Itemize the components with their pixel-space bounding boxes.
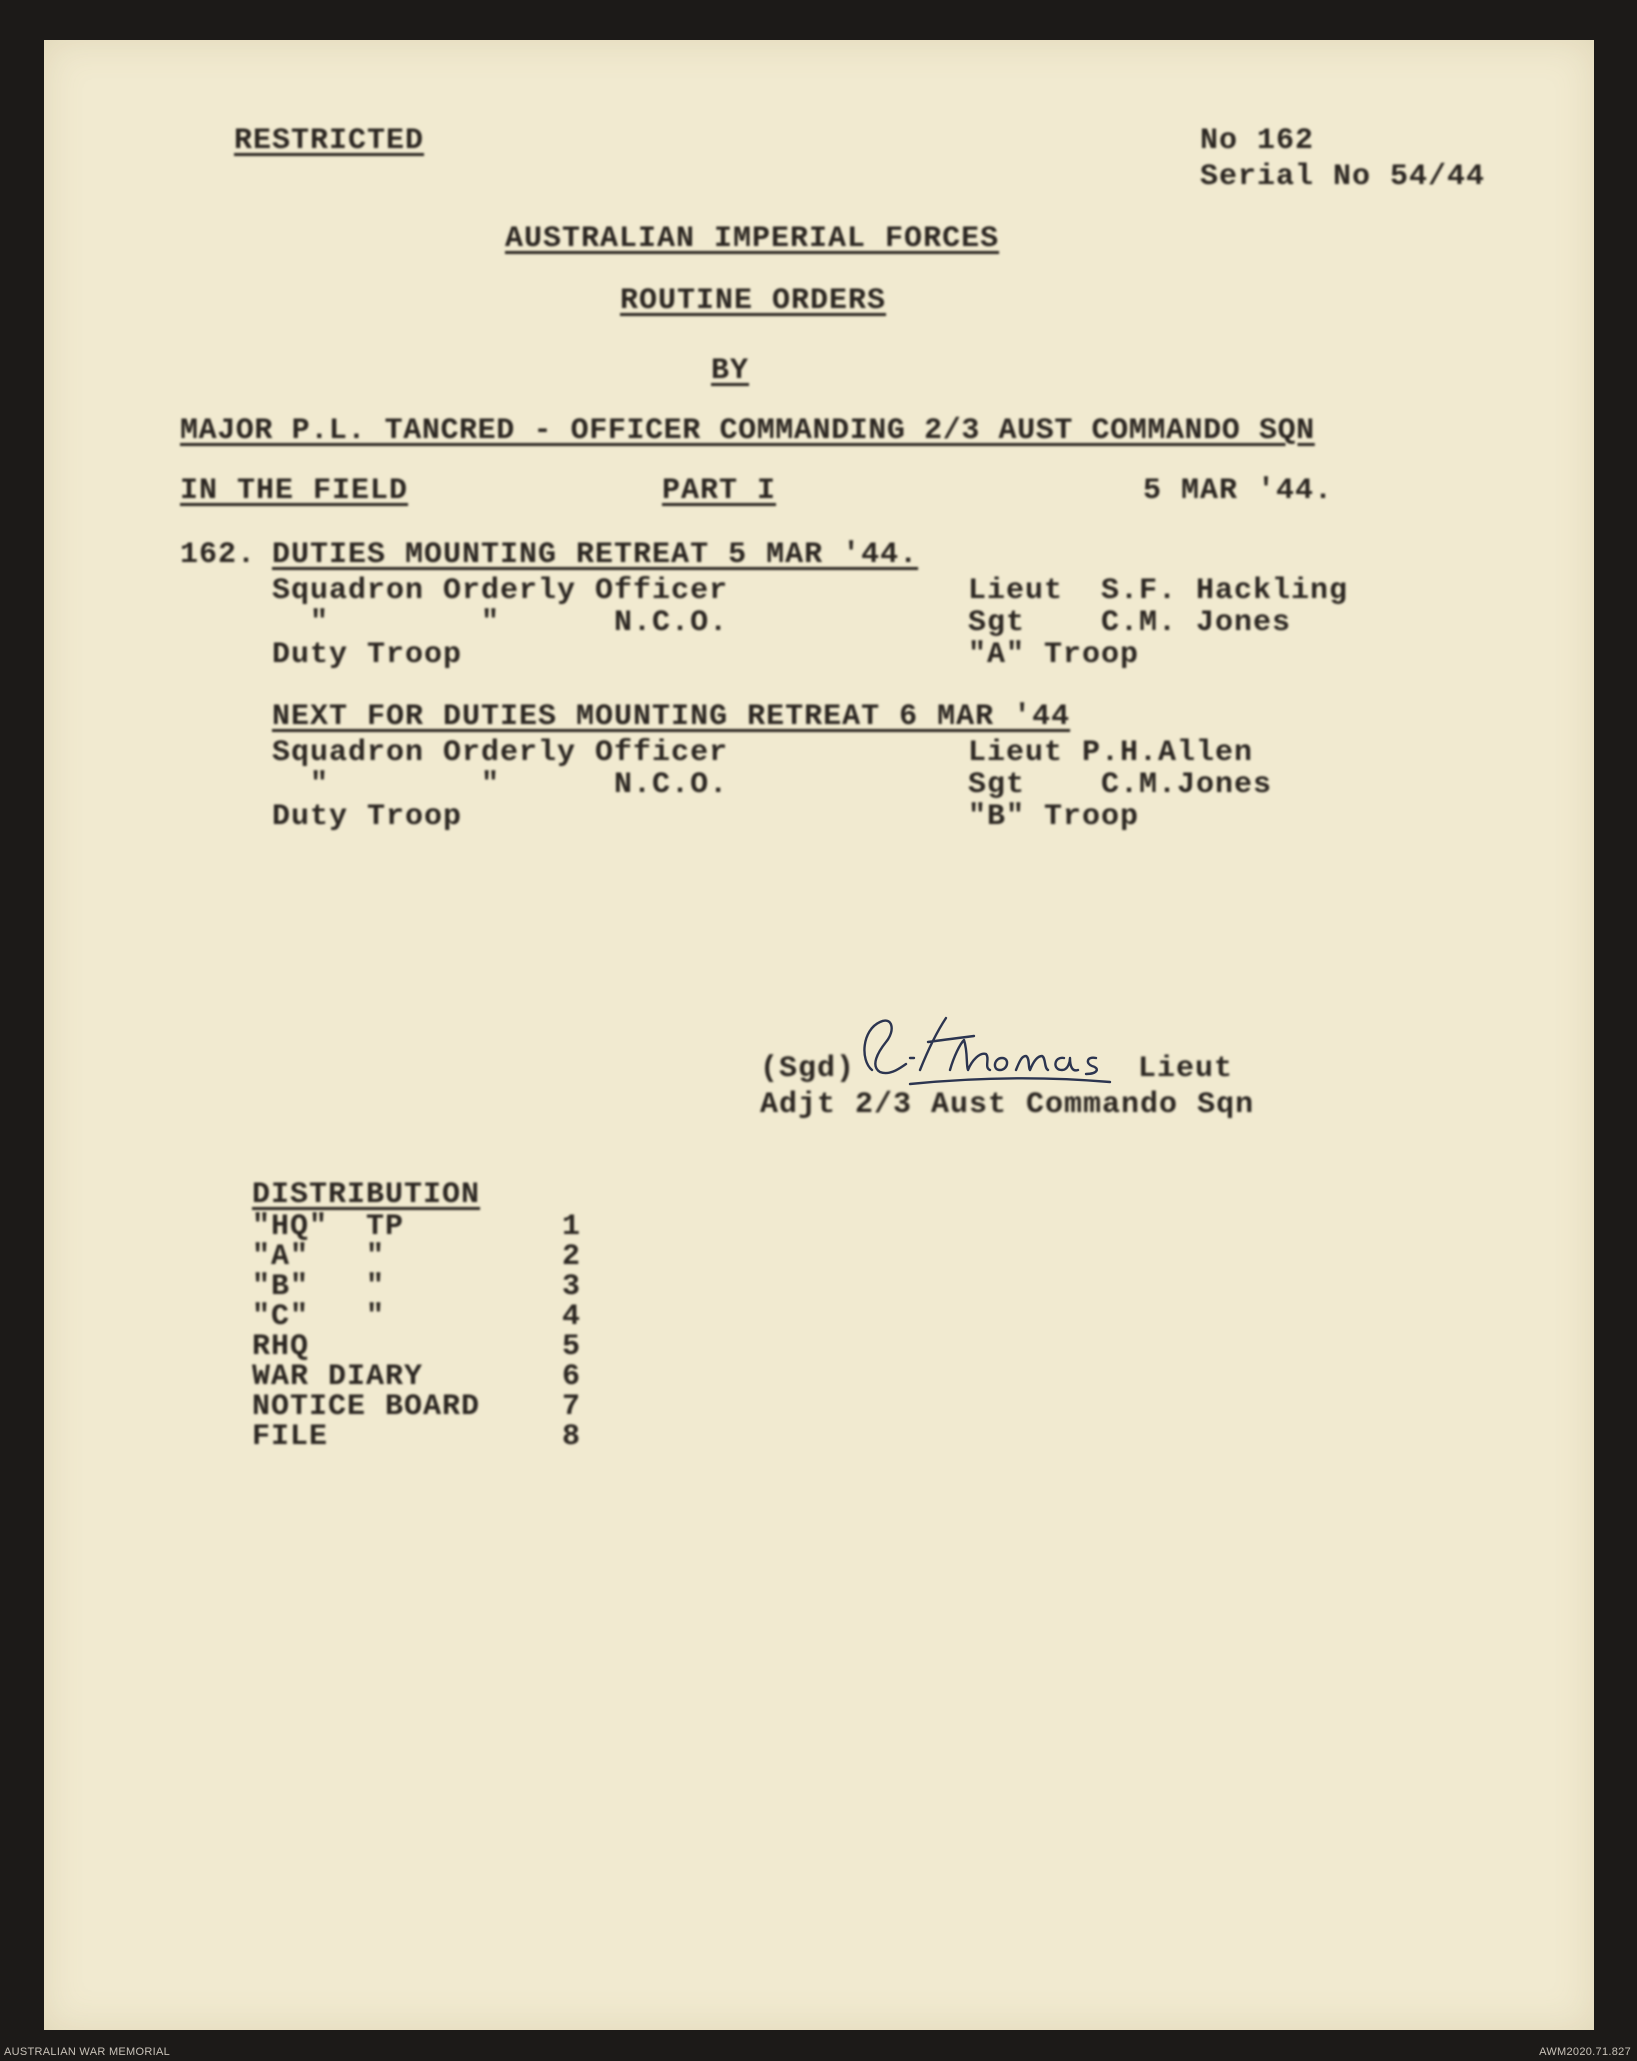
duty-row-officer: Squadron Orderly Officer xyxy=(272,574,729,608)
order-number: No 162 xyxy=(1200,124,1315,158)
assigned-troop: "A" Troop xyxy=(968,638,1140,672)
order-heading: DUTIES MOUNTING RETREAT 5 MAR '44. xyxy=(272,538,919,572)
order-date: 5 MAR '44. xyxy=(1143,474,1334,508)
location-label: IN THE FIELD xyxy=(180,474,409,508)
title-by: BY xyxy=(711,354,750,388)
next-duty-row-troop: Duty Troop xyxy=(272,800,463,834)
assigned-officer: Lieut S.F. Hackling xyxy=(968,574,1349,608)
footer-accession-number: AWM2020.71.827 xyxy=(1539,2046,1631,2058)
distribution-item-label: "A" " xyxy=(252,1240,386,1274)
part-label: PART I xyxy=(662,474,777,508)
title-forces: AUSTRALIAN IMPERIAL FORCES xyxy=(505,222,1000,256)
signature-rank: Lieut xyxy=(1138,1052,1234,1086)
distribution-item-copy: 4 xyxy=(562,1300,582,1334)
next-duty-row-officer: Squadron Orderly Officer xyxy=(272,736,729,770)
next-assigned-officer: Lieut P.H.Allen xyxy=(968,736,1254,770)
distribution-item-copy: 1 xyxy=(562,1210,582,1244)
serial-number: Serial No 54/44 xyxy=(1200,160,1486,194)
next-duty-row-nco: " " N.C.O. xyxy=(272,768,729,802)
title-routine-orders: ROUTINE ORDERS xyxy=(620,284,887,318)
distribution-item-label: "B" " xyxy=(252,1270,386,1304)
distribution-item-copy: 3 xyxy=(562,1270,582,1304)
distribution-item-copy: 8 xyxy=(562,1420,582,1454)
distribution-item-label: "HQ" TP xyxy=(252,1210,405,1244)
distribution-item-copy: 2 xyxy=(562,1240,582,1274)
distribution-item-label: NOTICE BOARD xyxy=(252,1390,481,1424)
handwritten-signature xyxy=(850,1000,1140,1100)
distribution-item-copy: 6 xyxy=(562,1360,582,1394)
signature-prefix: (Sgd) xyxy=(760,1052,856,1086)
document-page xyxy=(44,40,1594,2030)
duty-row-nco: " " N.C.O. xyxy=(272,606,729,640)
duty-row-troop: Duty Troop xyxy=(272,638,463,672)
distribution-item-label: RHQ xyxy=(252,1330,310,1364)
distribution-item-label: FILE xyxy=(252,1420,329,1454)
distribution-heading: DISTRIBUTION xyxy=(252,1178,481,1212)
distribution-item-copy: 7 xyxy=(562,1390,582,1424)
assigned-nco: Sgt C.M. Jones xyxy=(968,606,1292,640)
next-assigned-troop: "B" Troop xyxy=(968,800,1140,834)
title-commanding-officer: MAJOR P.L. TANCRED - OFFICER COMMANDING 2/3 AUST COMMANDO SQN xyxy=(180,414,1315,448)
distribution-item-label: WAR DIARY xyxy=(252,1360,424,1394)
next-assigned-nco: Sgt C.M.Jones xyxy=(968,768,1273,802)
classification-label: RESTRICTED xyxy=(234,124,425,158)
distribution-item-copy: 5 xyxy=(562,1330,582,1364)
order-item-number: 162. xyxy=(180,538,257,572)
distribution-item-label: "C" " xyxy=(252,1300,386,1334)
next-duties-heading: NEXT FOR DUTIES MOUNTING RETREAT 6 MAR '44 xyxy=(272,700,1071,734)
signature-title: Adjt 2/3 Aust Commando Sqn xyxy=(760,1088,1255,1122)
footer-institution: AUSTRALIAN WAR MEMORIAL xyxy=(4,2046,171,2058)
